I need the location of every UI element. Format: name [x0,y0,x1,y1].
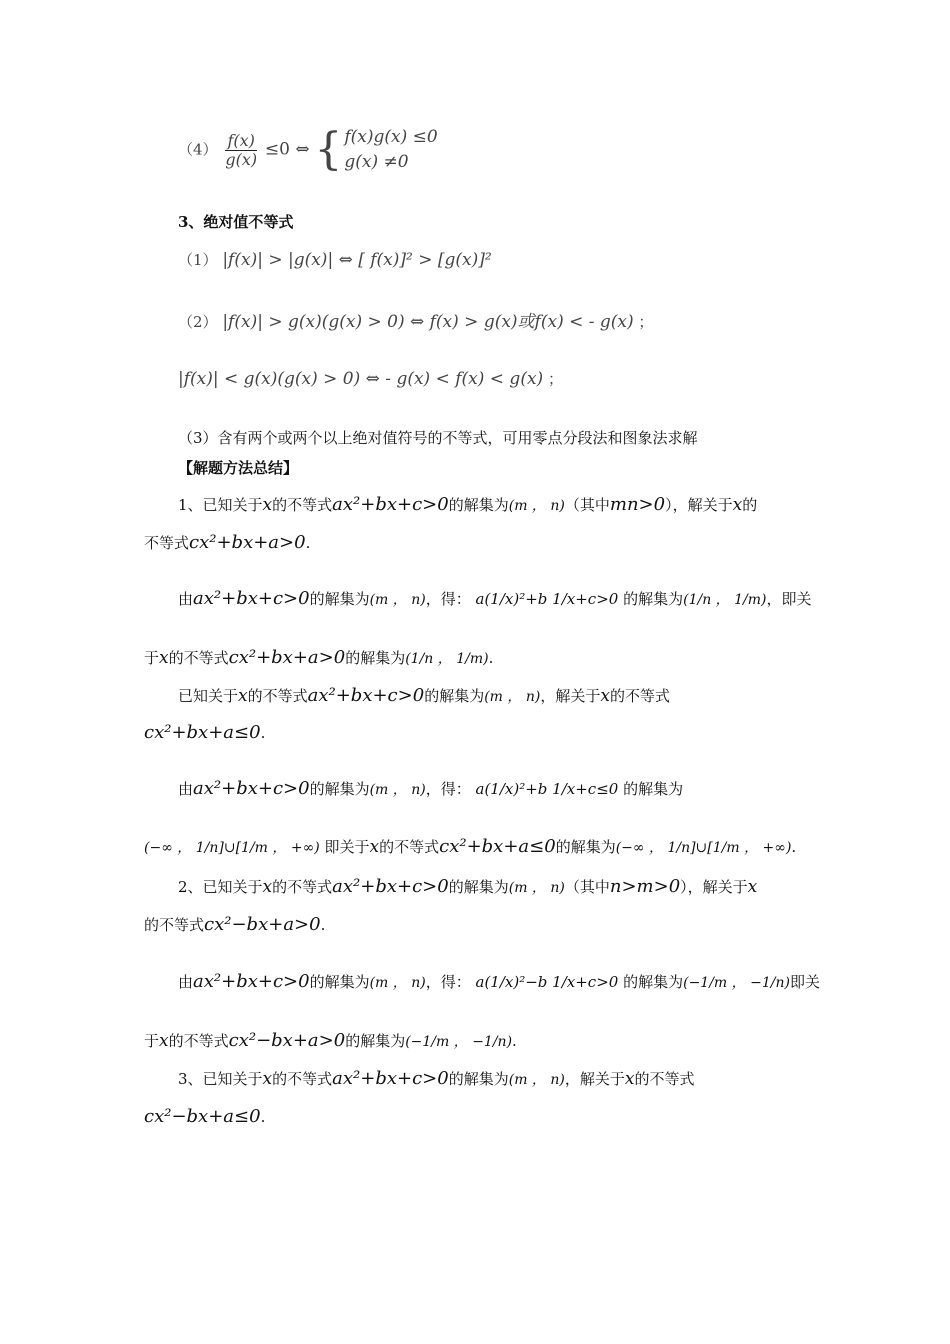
item4-system [314,124,438,175]
item4-denominator: g(x) [225,149,258,169]
interval-mn: (m ， n) [369,782,426,798]
abs-item1 [178,252,492,269]
d1-jiejiwei3: 的解集为 [345,649,406,667]
cond-mn: mn>0 [609,494,666,515]
ineq-main: ax²+bx+c>0 [332,876,449,897]
d1-you: 由 [178,590,194,608]
abs-item2-label: （2） [178,313,218,331]
d2-answer: (−∞ ， 1/n]∪[1/m ， +∞) [144,840,320,856]
var-x: x [159,1031,169,1051]
p3-text-a: 2、已知关于 [178,878,263,896]
brace-icon: { [314,124,343,175]
item4-case2: g(x) ≠0 [344,152,409,172]
d2-jiguan: 即关于 [324,838,370,856]
abs-item2b-math: |f(x)| < g(x)(g(x) > 0) ⇔ - g(x) < f(x) < g(x) [178,369,544,389]
d2-you: 由 [178,780,194,798]
p4-jieguan: ，解关于 [564,1070,625,1088]
interval-mn: (m ， n) [508,880,565,896]
interval-mn: (m ， n) [508,498,565,514]
item4-label: （4） [178,140,218,159]
summary-heading: 【解题方法总结】 [178,459,299,477]
var-x: x [369,837,380,857]
p3-line1 [178,878,757,896]
abs-item1-label: （1） [178,251,218,269]
period: . [791,838,797,856]
abs-item3: （3）含有两个或两个以上绝对值符号的不等式，可用零点分段法和图象法求解 [178,429,698,447]
section3-heading: 3、绝对值不等式 [178,213,294,231]
p3-line2: 的不等式cx²−bx+a>0. [144,914,326,935]
d3-jiejiwei: 的解集为 [309,973,370,991]
p3-text-c: 的解集为 [448,878,509,896]
d2-expr: a(1/x)²+b 1/x+c≤0 [475,780,619,798]
abs-item2b [178,371,563,388]
p1-text-f: 的 [742,496,758,514]
d2-jiejiwei: 的解集为 [309,780,370,798]
d1-line2 [144,649,493,667]
d3-budengshi: 的不等式 [168,1032,229,1050]
p4-text-a: 3、已知关于 [178,1070,263,1088]
d1-answer: (1/n ， 1/m) [683,592,767,608]
var-x: x [624,1069,635,1089]
d3-jiguan: 即关 [789,973,820,991]
p2-line2 [144,724,265,742]
var-x: x [262,877,273,897]
d3-you: 由 [178,973,194,991]
p1-text-a: 1、已知关于 [178,496,263,514]
item4-line [178,124,438,175]
target2: cx²+bx+a≤0 [144,722,261,743]
period: . [260,1108,266,1126]
p2-jieguan: ，解关于 [540,687,601,705]
d3-answer2: (−1/m ， −1/n) [405,1034,513,1050]
p4-text-b: 的不等式 [272,1070,333,1088]
p2-budengshi: 的不等式 [609,687,670,705]
item4-relation: ≤0 ⇔ [264,139,310,160]
interval-mn: (m ， n) [369,975,426,991]
period: . [512,1032,517,1050]
d3-line1 [178,973,820,991]
p4-line1 [178,1070,694,1088]
var-x: x [732,495,743,515]
target1: cx²+bx+a>0 [228,647,346,668]
interval-mn: (m ， n) [508,1072,565,1088]
target1: cx²+bx+a>0 [189,532,306,553]
p3-budengshi: 不等式 [159,916,205,934]
target3: cx²−bx+a>0 [204,914,321,935]
d3-line2 [144,1032,517,1050]
ineq-main: ax²+bx+c>0 [193,588,310,609]
p1-text-d: （其中 [564,496,610,514]
d2-jiejiwei3: 的解集为 [555,838,616,856]
p2-text-a: 已知关于 [178,687,239,705]
ineq-main: ax²+bx+c>0 [332,1068,449,1089]
item4-numerator: f(x) [227,130,255,150]
ineq-main: ax²+bx+c>0 [332,494,449,515]
d1-jiejiwei: 的解集为 [309,590,370,608]
var-x: x [238,686,248,706]
p2-text-b: 的不等式 [247,687,308,705]
target2: cx²+bx+a≤0 [439,836,556,857]
d1-de: ，得： [425,590,471,608]
d2-line1 [178,780,683,798]
d1-jiejiwei2: 的解集为 [623,590,684,608]
ineq-main: ax²+bx+c>0 [193,971,310,992]
p1-text-e: ），解关于 [665,496,733,514]
d2-answer2: (−∞ ， 1/n]∪[1/m ， +∞) [615,840,792,856]
cond-nm: n>m>0 [609,876,681,897]
d3-de: ，得： [425,973,471,991]
d2-budengshi: 的不等式 [379,838,440,856]
d3-expr: a(1/x)²−b 1/x+c>0 [475,973,619,991]
p3-text-b: 的不等式 [272,878,333,896]
p2-line1 [178,687,670,705]
p4-budengshi: 的不等式 [634,1070,695,1088]
abs-item2-end: ； [638,313,654,331]
d3-jiejiwei2: 的解集为 [623,973,684,991]
period: . [305,534,311,552]
d1-line1 [178,590,812,608]
d1-yu: 于 [144,649,160,667]
period: . [488,649,494,667]
d2-de: ，得： [425,780,471,798]
d2-jiejiwei2: 的解集为 [623,780,684,798]
d3-yu: 于 [144,1032,160,1050]
d2-line2 [144,838,796,856]
p1-line2 [144,534,310,552]
d1-budengshi: 的不等式 [168,649,229,667]
var-x: x [262,495,273,515]
item4-fraction [223,132,259,168]
p1-text-c: 的解集为 [448,496,509,514]
d3-jiejiwei3: 的解集为 [345,1032,406,1050]
item4-case1: f(x)g(x) ≤0 [344,127,438,147]
ineq-main: ax²+bx+c>0 [193,778,310,799]
period: . [260,724,266,742]
p2-text-c: 的解集为 [424,687,485,705]
var-x: x [262,1069,273,1089]
p4-line2 [144,1108,265,1126]
d1-answer2: (1/n ， 1/m) [405,651,489,667]
d1-jiguan: ，即关 [766,590,812,608]
target3: cx²−bx+a>0 [228,1030,346,1051]
p1-line1 [178,496,757,514]
abs-item2 [178,314,653,331]
var-x: x [747,877,758,897]
p3-text-e: ），解关于 [680,878,748,896]
period: . [320,916,326,934]
interval-mn: (m ， n) [369,592,426,608]
var-x: x [159,648,169,668]
abs-item2b-end: ； [547,370,563,388]
d3-answer: (−1/m ， −1/n) [683,975,790,991]
abs-item1-math: |f(x)| > |g(x)| ⇔ [ f(x)]² > [g(x)]² [222,250,492,270]
d1-expr: a(1/x)²+b 1/x+c>0 [475,590,619,608]
p1-text-g: 不等式 [144,534,190,552]
target4: cx²−bx+a≤0 [144,1106,261,1127]
var-x: x [600,686,610,706]
abs-item2-math: |f(x)| > g(x)(g(x) > 0) ⇔ f(x) > g(x)或f(x) < - g(x) [222,312,634,332]
interval-mn: (m ， n) [484,689,541,705]
p4-text-c: 的解集为 [448,1070,509,1088]
ineq-main: ax²+bx+c>0 [307,685,425,706]
p3-text-d: （其中 [564,878,610,896]
p1-text-b: 的不等式 [272,496,333,514]
